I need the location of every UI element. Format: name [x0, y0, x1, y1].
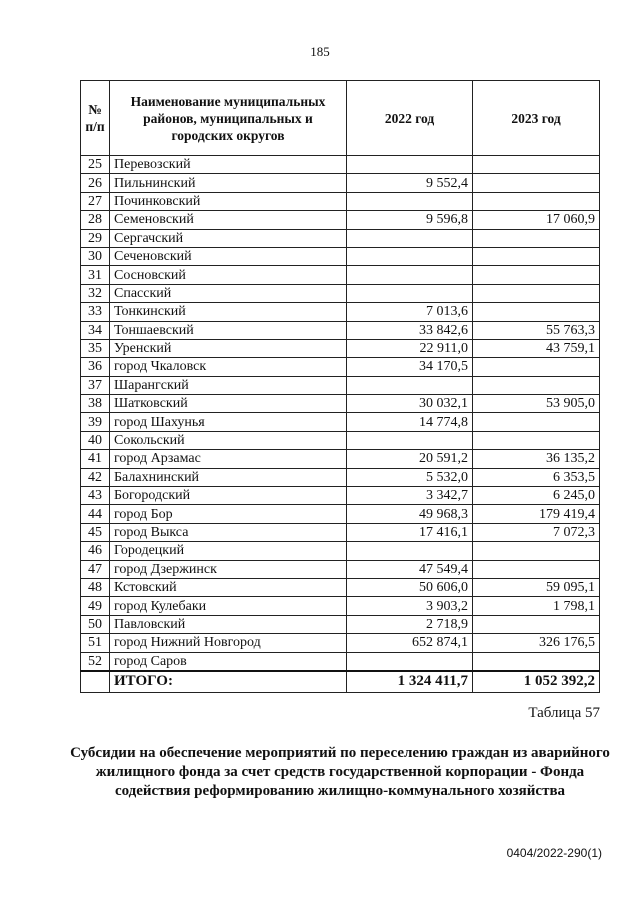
table-row — [81, 578, 600, 596]
row-value-2022: 33 842,6 — [347, 321, 473, 339]
row-municipality-name: город Дзержинск — [110, 560, 347, 578]
row-number: 39 — [81, 413, 110, 431]
table-row — [81, 487, 600, 505]
total-label: ИТОГО: — [110, 671, 347, 693]
row-number: 40 — [81, 431, 110, 449]
row-value-2022: 9 596,8 — [347, 211, 473, 229]
row-number: 52 — [81, 652, 110, 671]
table-row — [81, 266, 600, 284]
table-row — [81, 468, 600, 486]
row-municipality-name: Тоншаевский — [110, 321, 347, 339]
row-number: 35 — [81, 339, 110, 357]
row-number: 29 — [81, 229, 110, 247]
row-municipality-name: Перевозский — [110, 156, 347, 174]
row-value-2023 — [473, 174, 600, 192]
row-municipality-name: Шарангский — [110, 376, 347, 394]
table-row — [81, 431, 600, 449]
row-municipality-name: Богородский — [110, 487, 347, 505]
row-value-2022 — [347, 431, 473, 449]
row-value-2023: 179 419,4 — [473, 505, 600, 523]
header-row — [81, 81, 600, 156]
row-municipality-name: Кстовский — [110, 578, 347, 596]
table-row — [81, 413, 600, 431]
row-value-2022: 20 591,2 — [347, 450, 473, 468]
total-row — [81, 671, 600, 693]
row-municipality-name: город Нижний Новгород — [110, 634, 347, 652]
row-value-2023 — [473, 542, 600, 560]
subsidy-table — [80, 80, 600, 693]
row-municipality-name: город Выкса — [110, 523, 347, 541]
row-value-2023 — [473, 303, 600, 321]
row-value-2022: 3 342,7 — [347, 487, 473, 505]
row-value-2023 — [473, 652, 600, 671]
row-municipality-name: Пильнинский — [110, 174, 347, 192]
table-row — [81, 376, 600, 394]
row-number: 42 — [81, 468, 110, 486]
row-municipality-name: город Кулебаки — [110, 597, 347, 615]
row-value-2022: 49 968,3 — [347, 505, 473, 523]
row-value-2022: 17 416,1 — [347, 523, 473, 541]
table-row — [81, 523, 600, 541]
row-number: 45 — [81, 523, 110, 541]
row-municipality-name: Сеченовский — [110, 247, 347, 265]
row-number: 38 — [81, 395, 110, 413]
row-number: 49 — [81, 597, 110, 615]
row-municipality-name: Сосновский — [110, 266, 347, 284]
row-value-2023 — [473, 560, 600, 578]
row-value-2023 — [473, 284, 600, 302]
table-row — [81, 597, 600, 615]
row-value-2023 — [473, 615, 600, 633]
row-number: 31 — [81, 266, 110, 284]
row-number: 36 — [81, 358, 110, 376]
row-municipality-name: Семеновский — [110, 211, 347, 229]
table-header — [81, 81, 600, 156]
table-row — [81, 542, 600, 560]
row-number: 28 — [81, 211, 110, 229]
row-value-2022 — [347, 192, 473, 210]
row-value-2023 — [473, 229, 600, 247]
row-municipality-name: город Саров — [110, 652, 347, 671]
row-value-2022: 7 013,6 — [347, 303, 473, 321]
row-value-2023: 43 759,1 — [473, 339, 600, 357]
row-value-2023 — [473, 431, 600, 449]
row-value-2022: 652 874,1 — [347, 634, 473, 652]
row-number: 46 — [81, 542, 110, 560]
total-2022: 1 324 411,7 — [347, 671, 473, 693]
total-2023: 1 052 392,2 — [473, 671, 600, 693]
table-row — [81, 652, 600, 671]
row-value-2023 — [473, 156, 600, 174]
table-row — [81, 450, 600, 468]
row-number: 34 — [81, 321, 110, 339]
table-body — [81, 156, 600, 671]
row-value-2023 — [473, 266, 600, 284]
table-row — [81, 247, 600, 265]
table-row — [81, 395, 600, 413]
document-code: 0404/2022-290(1) — [506, 846, 602, 860]
row-value-2023 — [473, 192, 600, 210]
row-number: 47 — [81, 560, 110, 578]
row-value-2023: 17 060,9 — [473, 211, 600, 229]
row-value-2023: 55 763,3 — [473, 321, 600, 339]
row-value-2022: 22 911,0 — [347, 339, 473, 357]
row-value-2022 — [347, 376, 473, 394]
table-row — [81, 284, 600, 302]
total-number-cell — [81, 671, 110, 693]
row-municipality-name: Уренский — [110, 339, 347, 357]
row-value-2022: 50 606,0 — [347, 578, 473, 596]
row-municipality-name: город Арзамас — [110, 450, 347, 468]
row-value-2022 — [347, 229, 473, 247]
row-value-2022: 47 549,4 — [347, 560, 473, 578]
row-number: 33 — [81, 303, 110, 321]
row-value-2023: 53 905,0 — [473, 395, 600, 413]
table-row — [81, 211, 600, 229]
row-value-2022: 34 170,5 — [347, 358, 473, 376]
table-row — [81, 505, 600, 523]
row-municipality-name: Тонкинский — [110, 303, 347, 321]
section-title: Субсидии на обеспечение мероприятий по переселению граждан из аварийного жилищного фонда за счет средств государственной корпорации - Фонда содействия реформированию жилищно-коммунального хозяйства — [70, 745, 610, 799]
row-municipality-name: Сергачский — [110, 229, 347, 247]
row-value-2023: 1 798,1 — [473, 597, 600, 615]
row-municipality-name: Починковский — [110, 192, 347, 210]
table-row — [81, 339, 600, 357]
row-value-2023: 326 176,5 — [473, 634, 600, 652]
row-municipality-name: Шатковский — [110, 395, 347, 413]
row-value-2022: 3 903,2 — [347, 597, 473, 615]
header-year-2023: 2023 год — [473, 81, 600, 156]
row-value-2023 — [473, 413, 600, 431]
row-number: 37 — [81, 376, 110, 394]
row-value-2023: 6 353,5 — [473, 468, 600, 486]
row-value-2022: 2 718,9 — [347, 615, 473, 633]
row-number: 41 — [81, 450, 110, 468]
table-row — [81, 229, 600, 247]
table-row — [81, 303, 600, 321]
table-row — [81, 192, 600, 210]
row-value-2022 — [347, 156, 473, 174]
table-row — [81, 321, 600, 339]
row-municipality-name: город Бор — [110, 505, 347, 523]
row-municipality-name: Павловский — [110, 615, 347, 633]
row-value-2022 — [347, 652, 473, 671]
table-caption: Таблица 57 — [528, 705, 600, 721]
row-municipality-name: город Шахунья — [110, 413, 347, 431]
row-municipality-name: Городецкий — [110, 542, 347, 560]
header-year-2022: 2022 год — [347, 81, 473, 156]
page-number: 185 — [310, 44, 330, 59]
row-number: 50 — [81, 615, 110, 633]
row-value-2023: 36 135,2 — [473, 450, 600, 468]
row-value-2022 — [347, 542, 473, 560]
row-number: 32 — [81, 284, 110, 302]
row-number: 30 — [81, 247, 110, 265]
row-number: 27 — [81, 192, 110, 210]
table-row — [81, 560, 600, 578]
table-row — [81, 634, 600, 652]
table-row — [81, 174, 600, 192]
row-number: 43 — [81, 487, 110, 505]
row-value-2023 — [473, 376, 600, 394]
row-value-2022: 5 532,0 — [347, 468, 473, 486]
header-municipality-name: Наименование муниципальных районов, муниципальных и городских округов — [110, 81, 347, 156]
table-row — [81, 615, 600, 633]
row-value-2022: 30 032,1 — [347, 395, 473, 413]
table-row — [81, 358, 600, 376]
row-value-2023 — [473, 247, 600, 265]
row-number: 26 — [81, 174, 110, 192]
row-number: 51 — [81, 634, 110, 652]
table-row — [81, 156, 600, 174]
row-municipality-name: город Чкаловск — [110, 358, 347, 376]
table-footer — [81, 671, 600, 693]
row-value-2022 — [347, 266, 473, 284]
row-value-2022: 14 774,8 — [347, 413, 473, 431]
row-municipality-name: Сокольский — [110, 431, 347, 449]
row-value-2023 — [473, 358, 600, 376]
row-value-2023: 7 072,3 — [473, 523, 600, 541]
row-number: 44 — [81, 505, 110, 523]
row-value-2022 — [347, 247, 473, 265]
row-number: 48 — [81, 578, 110, 596]
row-municipality-name: Балахнинский — [110, 468, 347, 486]
header-number: № п/п — [81, 81, 110, 156]
row-value-2023: 6 245,0 — [473, 487, 600, 505]
row-value-2022 — [347, 284, 473, 302]
row-value-2023: 59 095,1 — [473, 578, 600, 596]
row-number: 25 — [81, 156, 110, 174]
row-value-2022: 9 552,4 — [347, 174, 473, 192]
row-municipality-name: Спасский — [110, 284, 347, 302]
